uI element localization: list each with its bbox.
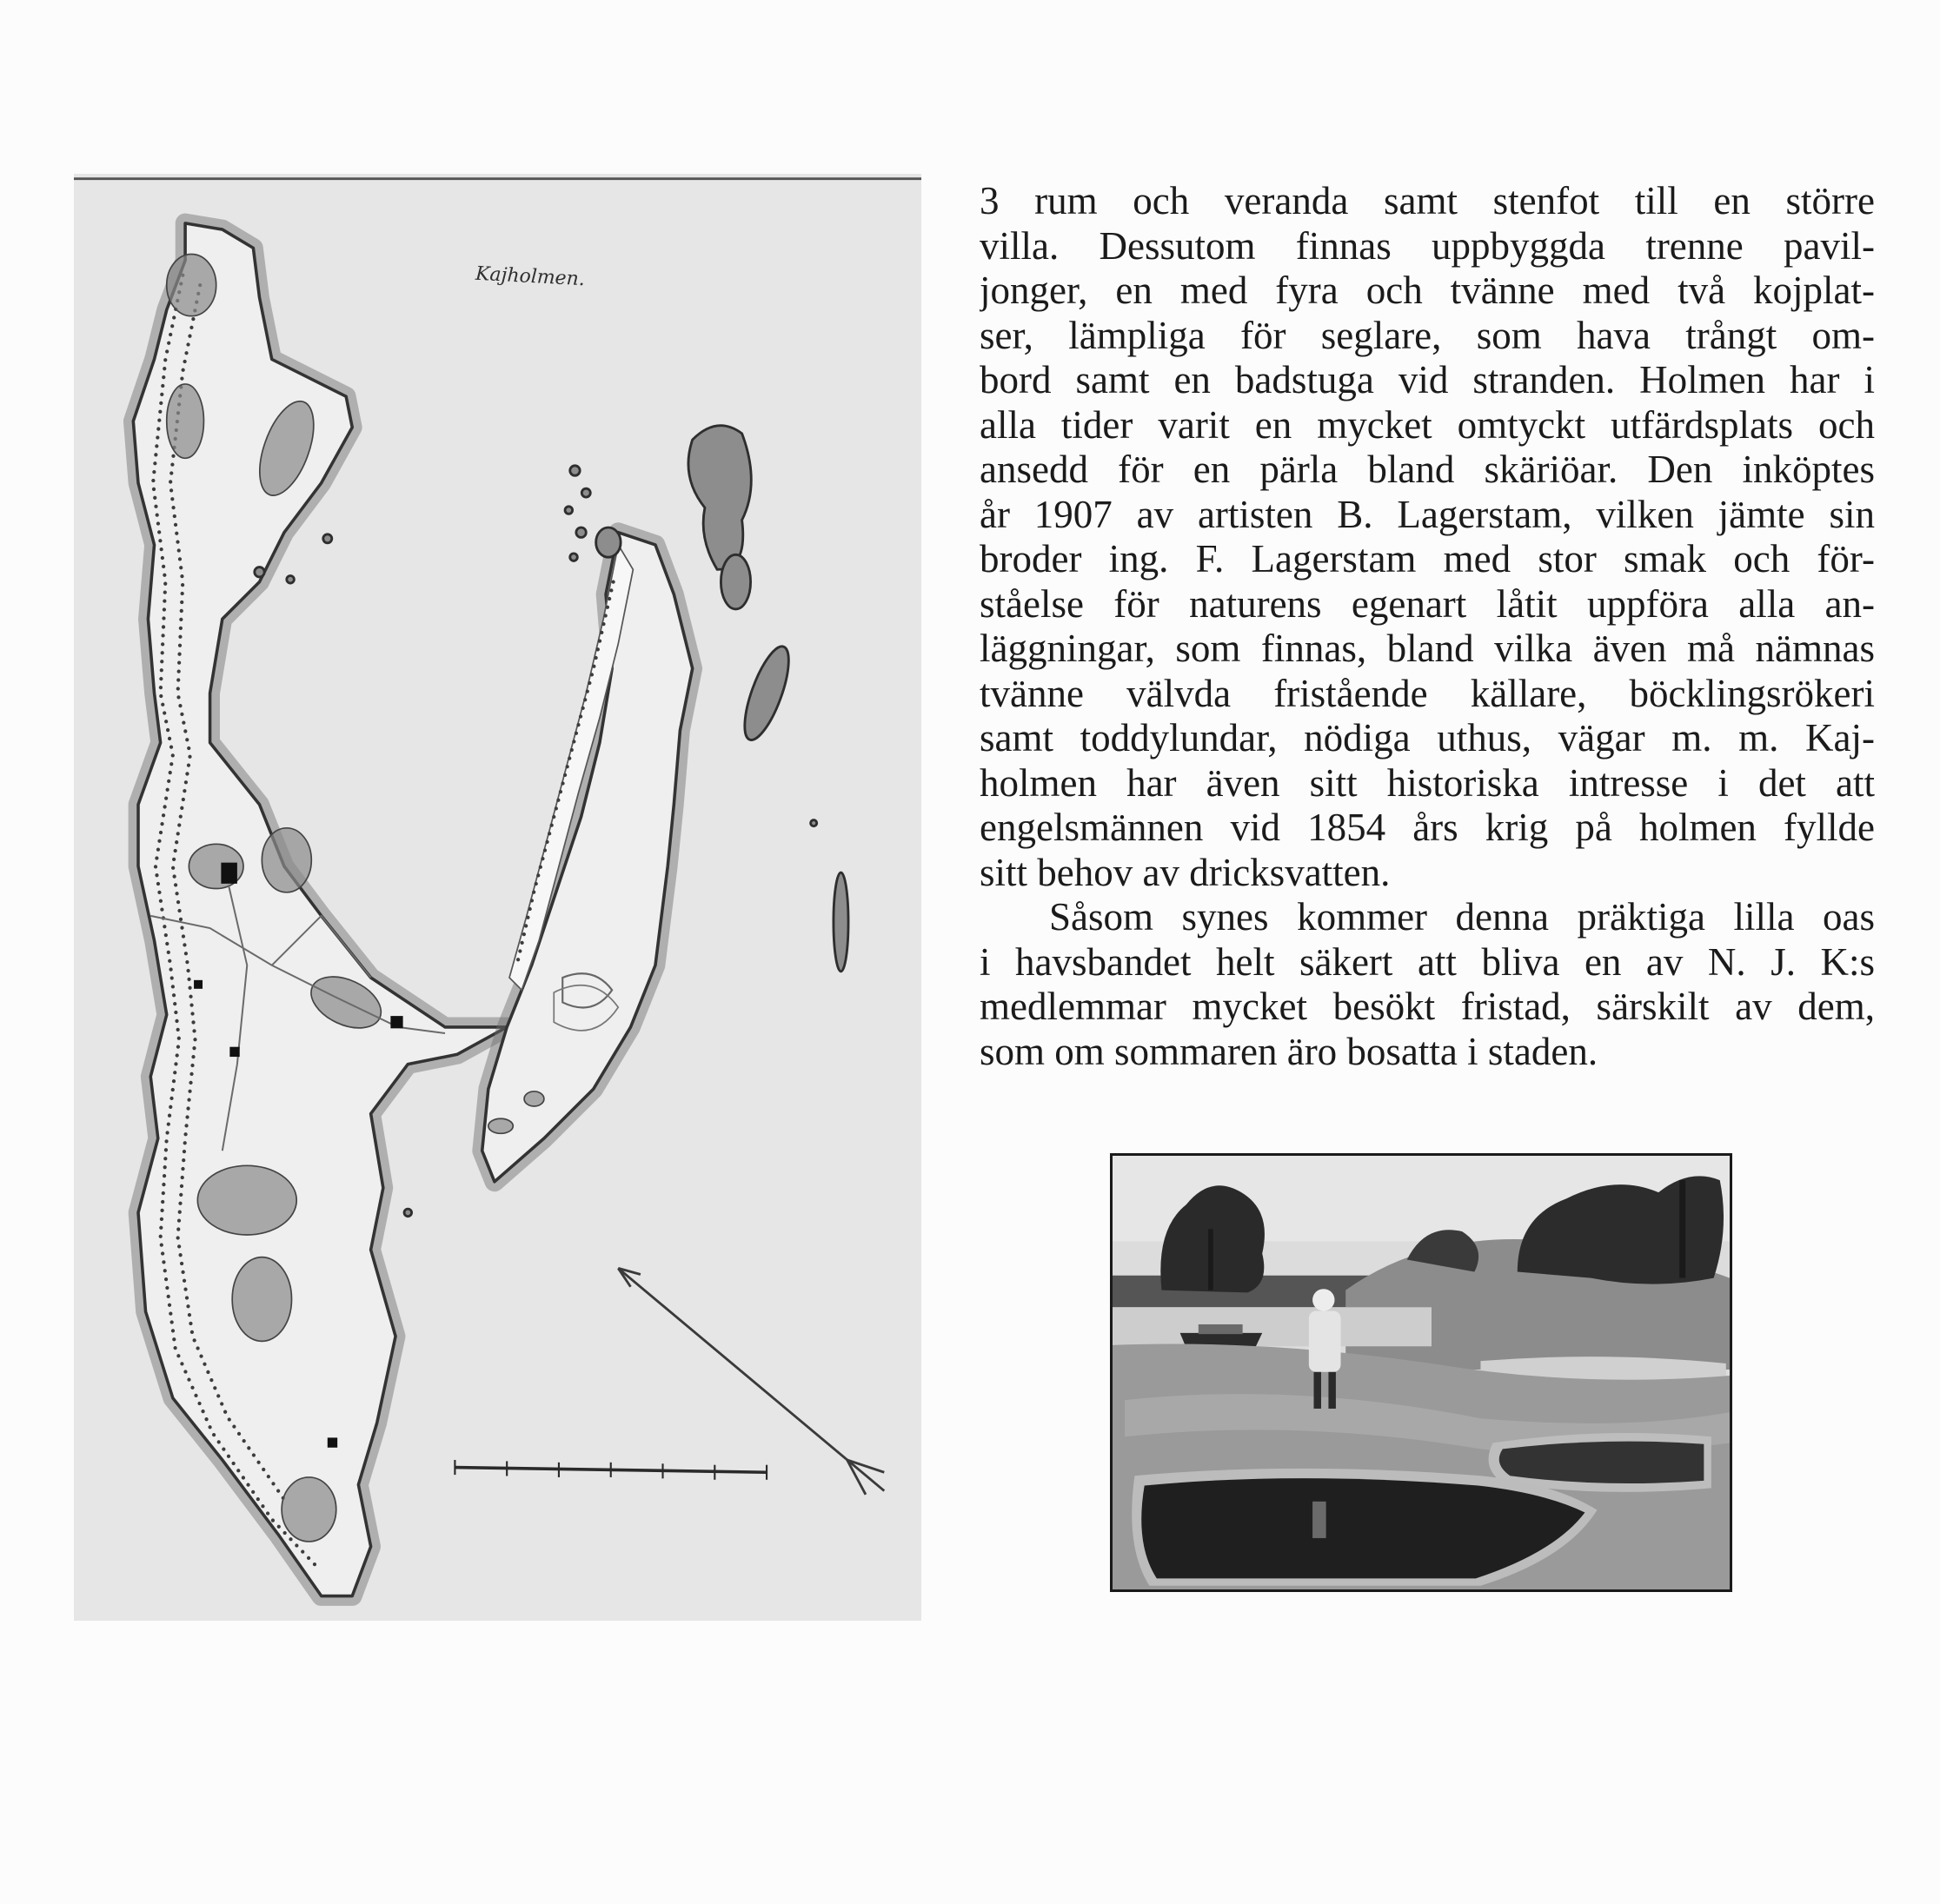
text-line: engelsmännen vid 1854 års krig på holmen fyllde [980, 806, 1875, 849]
text-line: bord samt en badstuga vid stranden. Holmen har i [980, 358, 1875, 401]
text-line: år 1907 av artisten B. Lagerstam, vilken jämte sin [980, 492, 1875, 536]
text-line: läggningar, som finnas, bland vilka även må nämnas [980, 627, 1875, 670]
body-text [980, 179, 1875, 1074]
text-line: alla tider varit en mycket omtyckt utfärdsplats och [980, 402, 1875, 447]
text-line: ståelse för naturens egenart låtit uppföra alla an- [980, 581, 1875, 626]
text-line: sitt behov av dricksvatten. [980, 850, 1391, 894]
island-map-drawing [74, 174, 921, 1621]
text-line: samt toddylundar, nödiga uthus, vägar m. m. Kaj- [980, 716, 1875, 760]
text-line: holmen har även sitt historiska intresse i det att [980, 760, 1875, 805]
text-line: jonger, en med fyra och tvänne med två kojplat- [980, 269, 1875, 312]
text-line: villa. Dessutom finnas uppbyggda trenne pavil- [980, 223, 1875, 268]
shore-photo [1113, 1156, 1730, 1589]
photo-figure [1110, 1153, 1732, 1592]
text-line: ser, lämpliga för seglare, som hava trångt om- [980, 313, 1875, 357]
text-line: som om sommaren äro bosatta i staden. [980, 1029, 1598, 1073]
text-line: i havsbandet helt säkert att bliva en av N. J. K:s [980, 939, 1875, 984]
map-label: Kajholmen. [475, 262, 586, 291]
map-figure [74, 174, 921, 1621]
text-line: broder ing. F. Lagerstam med stor smak och för- [980, 537, 1875, 580]
text-line: 3 rum och veranda samt stenfot till en större [980, 179, 1875, 222]
text-line: ansedd för en pärla bland skäriöar. Den inköptes [980, 448, 1875, 491]
text-line: tvänne välvda fristående källare, böcklingsrökeri [980, 671, 1875, 715]
text-line: medlemmar mycket besökt fristad, särskilt av dem, [980, 985, 1875, 1028]
text-line: Såsom synes kommer denna präktiga lilla oas [1049, 895, 1875, 939]
